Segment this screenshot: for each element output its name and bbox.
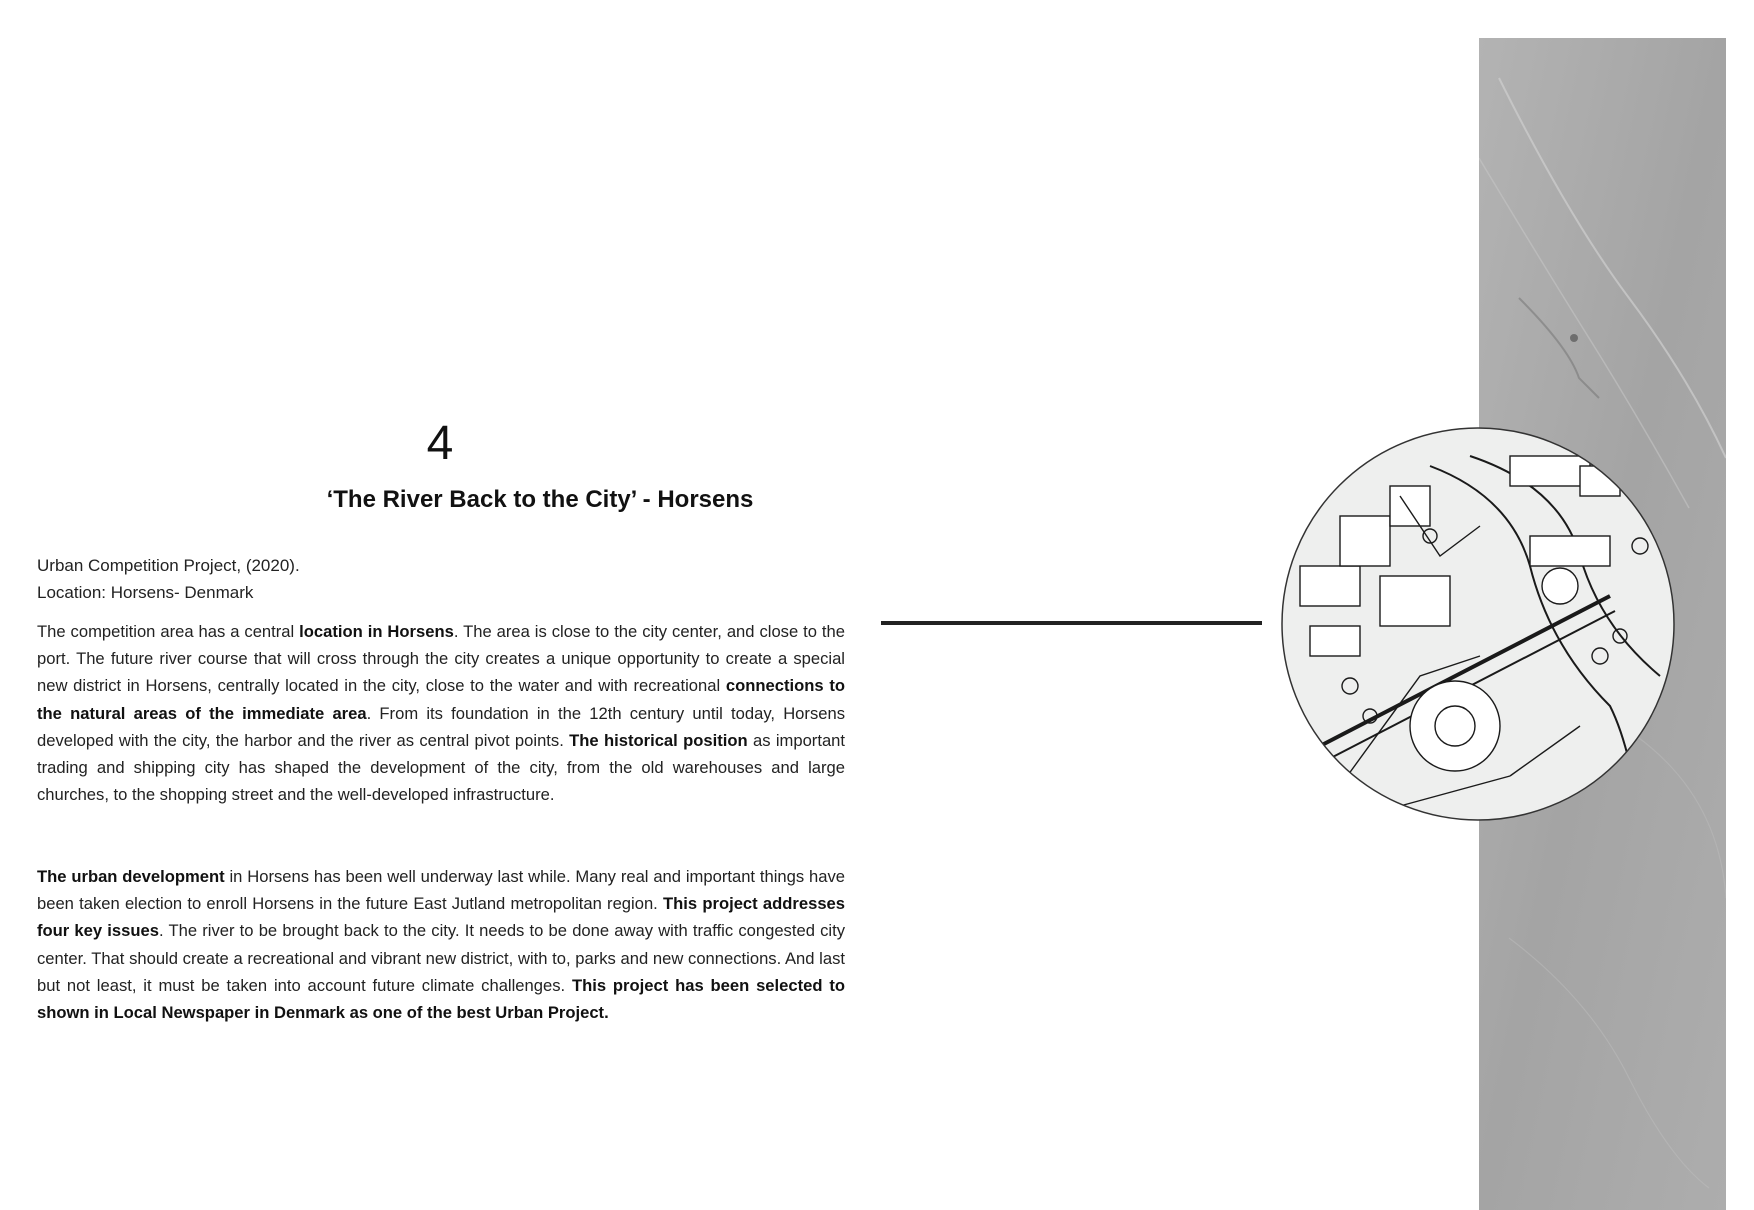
description-paragraph-2: [37, 863, 845, 1026]
para1-text-1: The competition area has a central: [37, 622, 300, 641]
para1-text-4: as important trading and shipping city has shaped the development of the city, from the old warehouses and large churches, to the shopping street and the well-developed infrastructure.: [37, 730, 846, 805]
para2-text-2: . The river to be brought back to the city. It needs to be done away with traffic congested city center. That should create a recreational and vibrant new district, with to, parks and new connections. And last but not least, it must be taken into account future climate challenges.: [37, 921, 845, 995]
para2-bold-2: This project addresses four key issues: [37, 894, 845, 941]
para1-text-2: . The area is close to the city center, and close to the port. The future river course that will cross through the city creates a unique opportunity to create a special new district in Horsens, centrally located in the city, close to the water and with recreational: [37, 622, 845, 696]
para1-text-3: . From its foundation in the 12th century until today, Horsens developed with the city, the harbor and the river as central pivot points.: [37, 703, 845, 750]
project-number: 4: [426, 417, 454, 470]
project-title: ‘The River Back to the City’ - Horsens: [326, 486, 754, 513]
para1-bold-2: connections to the natural areas of the immediate area: [37, 676, 845, 723]
para2-text-1: in Horsens has been well underway last while. Many real and important things have been taken election to enroll Horsens in the future East Jutland metropolitan region.: [37, 867, 845, 914]
horizontal-divider: [881, 621, 1262, 625]
description-paragraph-1: [37, 618, 845, 808]
project-location-line: Location: Horsens- Denmark: [37, 583, 254, 602]
site-plan-circle-image: [1280, 426, 1676, 822]
para2-bold-3: This project has been selected to shown in Local Newspaper in Denmark as one of the best Urban Project.: [37, 975, 845, 1023]
project-type-line: Urban Competition Project, (2020).: [37, 556, 300, 575]
para1-bold-1: location in Horsens: [299, 622, 454, 641]
para1-bold-3: The historical position: [569, 730, 748, 750]
para2-bold-1: The urban development: [37, 867, 225, 886]
